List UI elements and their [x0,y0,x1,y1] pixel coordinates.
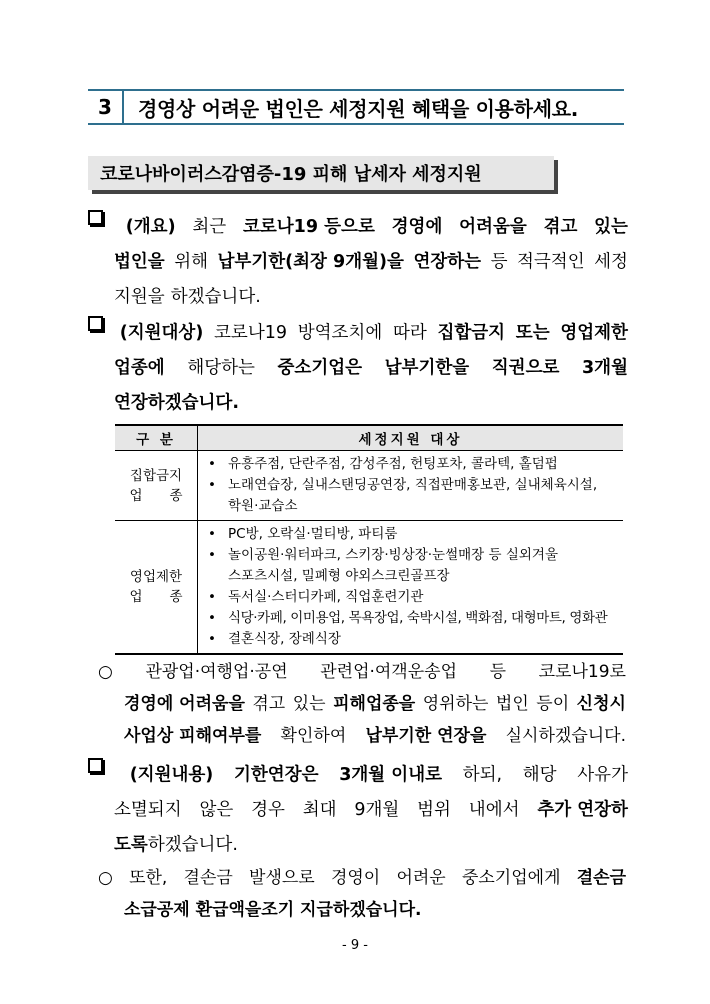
word: 연장하는 [413,252,482,272]
word: 업종에 [114,358,165,378]
target-label: (지원대상) [119,323,204,343]
word: 또는 [515,323,550,343]
word: 결손금 [183,868,233,888]
word: 등이 [536,694,570,714]
word: 연장하겠습니다. [114,393,239,413]
word: 추가 연장하 [537,800,628,820]
circle2-line-1 [98,862,626,894]
checkbox-icon [88,210,103,225]
word: 등 [489,662,507,682]
overview-label: (개요) [125,217,176,237]
word: 해당 [522,765,557,785]
overview-line-3 [88,280,628,315]
word: 지원을 [114,287,165,307]
table-items-cell [198,451,624,521]
word: 위해 [174,252,209,272]
item-text: 노래연습장, 실내스탠딩공연장, 직접판매홍보관, 실내체육시설, [228,477,598,493]
word: 방역조치에 [297,323,383,343]
word: 법인을 [114,252,165,272]
word: 신청시 [576,694,626,714]
item-text: 스포츠시설, 밀폐형 야외스크린골프장 [228,568,450,584]
word: 9개월 [354,800,400,820]
word: 경우 [251,800,285,820]
word: 최근 [192,217,227,237]
word: 3개월 [582,358,628,378]
word: 또한, [129,868,168,888]
list-item: • 결혼식장, 장례식장 [208,631,341,647]
list-item: • 독서실·스터디카페, 직업훈련기관 [208,589,424,605]
word: 어려운 [396,868,446,888]
word: 경영에 어려움을 [124,694,245,714]
word: 중소기업은 [277,358,363,378]
overview-line-2 [88,245,628,280]
word: 범위 [417,800,451,820]
word: 납부기한을 [384,358,470,378]
word: 결손금 [576,868,626,888]
word: 직권으로 [491,358,560,378]
list-item: • 놀이공원·워터파크, 스키장·빙상장·눈썰매장 등 실외겨울 [208,547,558,563]
list-item: • 유흥주점, 단란주점, 감성주점, 헌팅포차, 콜라텍, 홀덤펍 [208,456,558,472]
circle1-line-3 [98,720,626,752]
word: 경영이 [330,868,381,888]
checkbox-icon [88,758,103,773]
word: 소급공제 환급액을 [124,900,262,920]
word: 사유가 [577,765,628,785]
word: 사업상 피해여부를 [124,726,262,746]
item-text: 학원·교습소 [228,498,298,514]
word: 납부기한(최장 9개월)을 [217,252,404,272]
circle1-line-2 [98,688,626,720]
circle-note-1 [98,656,626,752]
content-line-3 [88,828,628,863]
word: 소멸되지 [114,800,182,820]
word: 집합금지 [437,323,506,343]
word: 3개월 이내로 [339,765,443,785]
circle-note-2 [98,862,626,926]
table-items-cell [198,521,624,655]
table-category-cell [115,521,198,655]
item-text: 식당·카페, 이미용업, 목욕장업, 숙박시설, 백화점, 대형마트, 영화관 [228,610,608,626]
word: 겪고 [543,217,578,237]
word: 실시하겠습니다. [505,726,626,746]
word: 코로나19 [214,323,288,343]
word: 피해업종을 [333,694,416,714]
word: 발생으로 [249,868,315,888]
category-text: 영업제한 [129,569,183,585]
item-text: PC방, 오락실·멀티방, 파티룸 [228,526,398,542]
page-number: - 9 - [342,938,368,953]
word: 있는 [594,217,628,237]
target-paragraph [88,316,628,421]
word: 납부기한 연장을 [365,726,487,746]
content-label: (지원내용) [129,765,214,785]
target-line-3 [88,386,628,421]
overview-line-1 [88,210,628,245]
word: 등 [490,252,508,272]
checkbox-icon [88,316,103,331]
item-text: 결혼식장, 장례식장 [228,631,341,647]
target-line-2 [88,351,628,386]
table-header-target: 세정지원 대상 [198,425,624,451]
category-text: 업 종 [129,487,183,504]
table-row [115,521,623,655]
circle1-line-1 [98,656,626,688]
list-item: • PC방, 오락실·멀티방, 파티룸 [208,526,398,542]
content-line-1 [88,758,628,793]
item-text: 유흥주점, 단란주점, 감성주점, 헌팅포차, 콜라텍, 홀덤펍 [228,456,558,472]
word: 내에서 [468,800,520,820]
word: 하되, [462,765,503,785]
word: 어려움을 [459,217,527,237]
support-target-table [115,424,623,655]
word: 법인 [495,694,529,714]
word: 않은 [199,800,234,820]
word: 도록 [114,835,148,855]
word: 관광업·여행업·공연 [145,662,288,682]
section-header [88,89,624,125]
list-item-continued [208,566,623,587]
item-text: 독서실·스터디카페, 직업훈련기관 [228,589,424,605]
list-item: • 식당·카페, 이미용업, 목욕장업, 숙박시설, 백화점, 대형마트, 영화관 [208,610,608,626]
category-text: 업 종 [129,589,183,605]
word: 중소기업에게 [461,868,561,888]
word: 경영에 [391,217,443,237]
table-header-category: 구 분 [115,425,198,451]
circle2-line-2 [98,894,626,926]
word: 확인하여 [280,726,347,746]
table-header-row [115,425,623,451]
word: 코로나19로 [538,662,626,682]
section-title: 경영상 어려운 법인은 세정지원 혜택을 이용하세요. [138,96,579,121]
target-line-1 [88,316,628,351]
word: 따라 [392,323,427,343]
table-row [115,451,623,521]
overview-paragraph [88,210,628,315]
content-paragraph [88,758,628,863]
table-category-cell [115,451,198,521]
word: 관련업·여객운송업 [320,662,457,682]
word: 최대 [302,800,337,820]
circle-bullet-icon: ○ [98,868,113,888]
word: 있는 [292,694,326,714]
word: 기한연장은 [234,765,319,785]
word: 적극적인 [516,252,585,272]
list-item: • 노래연습장, 실내스탠딩공연장, 직접판매홍보관, 실내체육시설, [208,477,598,493]
word: 코로나19 등으로 [242,217,375,237]
word: 조기 지급하겠습니다. [261,900,422,920]
word: 하겠습니다. [147,835,238,855]
word: 영업제한 [560,323,628,343]
word: 영위하는 [422,694,489,714]
subtitle-box [88,156,554,190]
content-line-2 [88,793,628,828]
word: 해당하는 [187,358,255,378]
word: 겪고 [252,694,286,714]
item-text: 놀이공원·워터파크, 스키장·빙상장·눈썰매장 등 실외겨울 [228,547,558,563]
list-item-continued [208,496,623,517]
section-number: 3 [88,91,124,123]
subtitle-text: 코로나바이러스감염증-19 피해 납세자 세정지원 [100,164,482,185]
word: 하겠습니다. [170,287,261,307]
circle-bullet-icon: ○ [98,662,113,682]
word: 세정 [594,252,628,272]
category-text: 집합금지 [129,467,183,484]
